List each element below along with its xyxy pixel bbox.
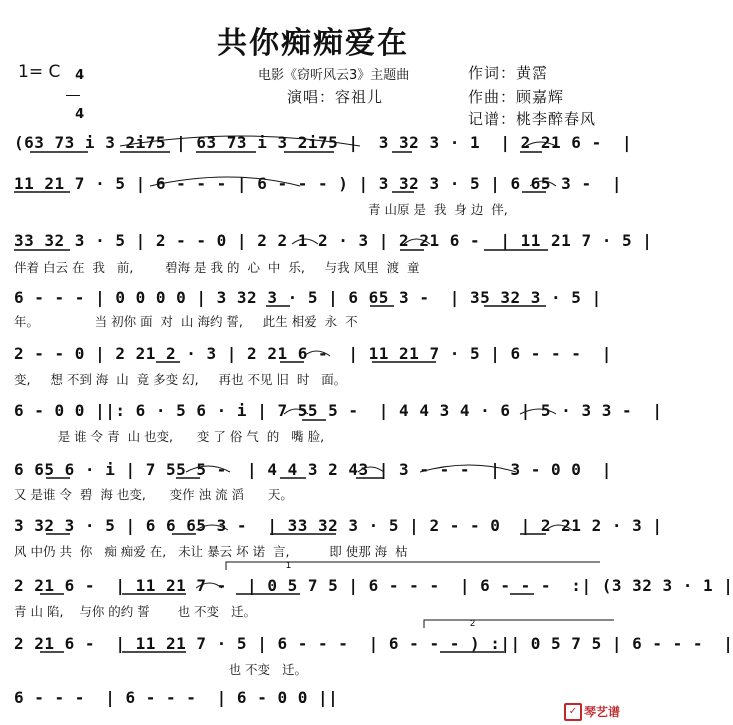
- score-row-2: 11 21 7 · 5 | 6 - - - | 6 - - - ) | 3 32 3 · 5 | 6 65 3 - |: [14, 174, 622, 193]
- slur-10: [186, 466, 230, 472]
- slur-14: [546, 525, 572, 530]
- score-row-10: 2 21 6 - | 11 21 7 · 5 | 6 - - - | 6 - - - ) :|| 0 5 7 5 | 6 - - - |: [14, 634, 733, 653]
- slur-2: [526, 142, 556, 146]
- lyric-row-8: 风 中仍 共 你 痴 痴爱 在, 未让 暴云 坏 诺 言, 即 使那 海 枯: [14, 544, 408, 559]
- slur-7: [304, 351, 330, 356]
- score-row-3: 33 32 3 · 5 | 2 - - 0 | 2 2 1 2 · 3 | 2 21 6 - | 11 21 7 · 5 |: [14, 231, 653, 250]
- slur-8: [520, 409, 556, 414]
- logo-text: 琴艺谱: [583, 704, 620, 719]
- slur-4: [530, 181, 556, 186]
- score-row-1: (63 73 i 3 2i75 | 63 73 i 3 2i75 | 3 32 3 · 1 | 2 21 6 - |: [14, 133, 633, 152]
- meter-bottom: 4: [75, 107, 85, 122]
- logo-mark-icon: ✓: [564, 703, 582, 721]
- slur-1: [120, 136, 360, 146]
- lyric-row-10: 也 不变 迁。: [14, 662, 307, 677]
- score-row-9: 2 21 6 - | 11 21 7 - | 0 5 7 5 | 6 - - - | 6 - - - :| (3 32 3 · 1 |: [14, 576, 733, 595]
- subtitle: 电影《窃听风云3》主题曲: [258, 68, 410, 83]
- lyric-row-5: 变, 想 不到 海 山 竟 多变 幻, 再也 不见 旧 时 面。: [14, 372, 347, 387]
- meter-top: 4: [75, 68, 85, 83]
- score-row-11: 6 - - - | 6 - - - | 6 - 0 0 ||: [14, 688, 339, 707]
- score-row-5: 2 - - 0 | 2 21 2 · 3 | 2 21 6 - | 11 21 7 · 5 | 6 - - - |: [14, 344, 612, 363]
- volta-2-bracket: [424, 620, 614, 628]
- song-title: 共你痴痴爱在: [217, 26, 409, 61]
- underlines: [14, 152, 548, 652]
- composer-credit: 作曲：顾嘉辉: [468, 88, 565, 106]
- lyricist-credit: 作词：黄霑: [468, 64, 549, 82]
- score-row-6: 6 - 0 0 ||: 6 · 5 6 · i | 7 55 5 - | 4 4 3 4 · 6 | 5 · 3 3 - |: [14, 401, 663, 420]
- lyric-row-9: 青 山 陷, 与你 的约 誓 也 不变 迁。: [14, 604, 256, 619]
- transcriber-credit: 记谱：桃李醉春风: [468, 110, 597, 128]
- slur-12: [420, 465, 516, 472]
- score-row-8: 3 32 3 · 5 | 6 6 65 3 - | 33 32 3 · 5 | 2 - - 0 | 2 21 2 · 3 |: [14, 516, 663, 535]
- key-signature: 1= C: [18, 62, 61, 82]
- slur-11: [358, 467, 384, 472]
- lyric-row-2: 青 山原 是 我 身 边 伴,: [368, 202, 508, 217]
- volta-2-label: 2: [470, 618, 476, 628]
- volta-1-label: 1: [286, 560, 292, 570]
- slur-13: [196, 525, 228, 530]
- score-row-7: 6 65 6 · i | 7 55 5 - | 4 4 3 2 43 | 3 - - - | 3 - 0 0 |: [14, 460, 612, 479]
- slur-15: [196, 583, 222, 588]
- site-logo: [556, 689, 620, 722]
- singer-credit: 演唱：容祖儿: [287, 88, 384, 106]
- slur-3: [150, 177, 300, 186]
- score-row-4: 6 - - - | 0 0 0 0 | 3 32 3 · 5 | 6 65 3 - | 35 32 3 · 5 |: [14, 288, 602, 307]
- lyric-row-4: 年。 当 初你 面 对 山 海约 誓, 此生 相爱 永 不: [14, 314, 358, 329]
- slur-5: [292, 239, 318, 244]
- volta-1-bracket: [226, 562, 600, 570]
- lyric-row-6: 是 谁 令 青 山 也变, 变 了 俗 气 的 嘴 脸,: [14, 429, 325, 444]
- slur-9: [284, 409, 308, 414]
- lyric-row-3: 伴着 白云 在 我 前, 碧海 是 我 的 心 中 乐, 与我 风里 渡 童: [14, 260, 420, 275]
- lyric-row-7: 又 是谁 令 碧 海 也变, 变作 浊 流 滔 天。: [14, 487, 293, 502]
- slur-6: [404, 239, 430, 244]
